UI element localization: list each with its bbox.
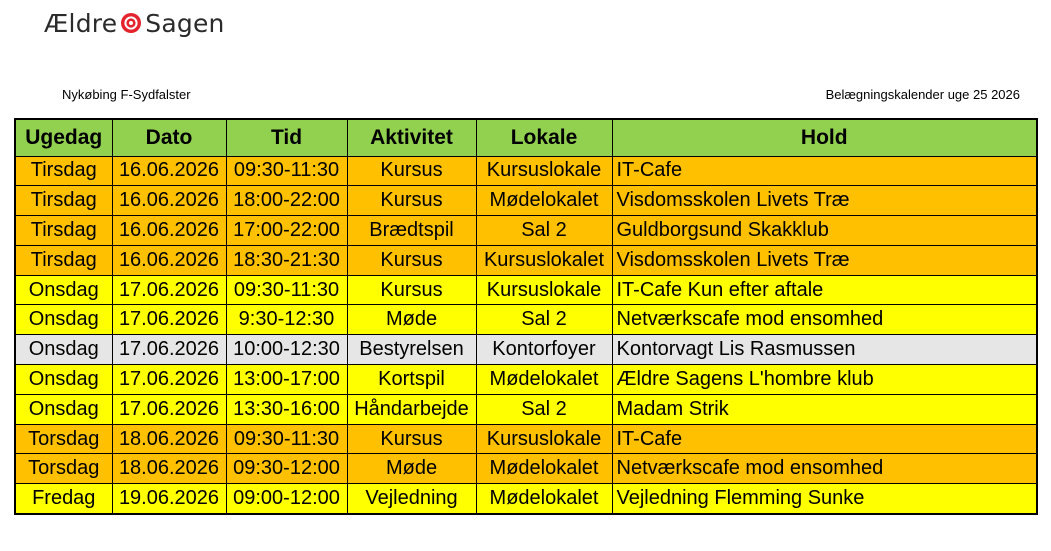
lokale-cell: Kursuslokale: [476, 275, 612, 305]
table-row: [15, 394, 1037, 424]
lokale-cell: Sal 2: [476, 394, 612, 424]
calendar-title: Belægningskalender uge 25 2026: [825, 87, 1020, 102]
col-header-hold: Hold: [612, 119, 1037, 156]
ugedag-cell: Onsdag: [15, 335, 112, 365]
tid-cell: 13:00-17:00: [226, 365, 347, 395]
tid-cell: 09:30-11:30: [226, 156, 347, 186]
lokale-cell: Sal 2: [476, 216, 612, 246]
logo-text-part1: Ældre: [44, 8, 118, 38]
dato-cell: 17.06.2026: [112, 394, 226, 424]
hold-cell: Vejledning Flemming Sunke: [612, 484, 1037, 514]
aktivitet-cell: Møde: [347, 305, 476, 335]
hold-cell: Ældre Sagens L'hombre klub: [612, 365, 1037, 395]
table-row: [15, 275, 1037, 305]
col-header-lokale: Lokale: [476, 119, 612, 156]
aktivitet-cell: Kursus: [347, 156, 476, 186]
tid-cell: 18:30-21:30: [226, 245, 347, 275]
hold-cell: Netværkscafe mod ensomhed: [612, 454, 1037, 484]
aktivitet-cell: Brædtspil: [347, 216, 476, 246]
table-row: [15, 216, 1037, 246]
table-row: [15, 424, 1037, 454]
tid-cell: 13:30-16:00: [226, 394, 347, 424]
tid-cell: 09:30-12:00: [226, 454, 347, 484]
hold-cell: Visdomsskolen Livets Træ: [612, 245, 1037, 275]
col-header-dato: Dato: [112, 119, 226, 156]
dato-cell: 18.06.2026: [112, 424, 226, 454]
hold-cell: Guldborgsund Skakklub: [612, 216, 1037, 246]
ugedag-cell: Tirsdag: [15, 245, 112, 275]
lokale-cell: Kontorfoyer: [476, 335, 612, 365]
tid-cell: 9:30-12:30: [226, 305, 347, 335]
aktivitet-cell: Kursus: [347, 275, 476, 305]
lokale-cell: Mødelokalet: [476, 454, 612, 484]
ugedag-cell: Fredag: [15, 484, 112, 514]
dato-cell: 19.06.2026: [112, 484, 226, 514]
hold-cell: Kontorvagt Lis Rasmussen: [612, 335, 1037, 365]
ugedag-cell: Torsdag: [15, 424, 112, 454]
hold-cell: Madam Strik: [612, 394, 1037, 424]
hold-cell: Netværkscafe mod ensomhed: [612, 305, 1037, 335]
tid-cell: 09:30-11:30: [226, 424, 347, 454]
col-header-tid: Tid: [226, 119, 347, 156]
dato-cell: 17.06.2026: [112, 335, 226, 365]
lokale-cell: Mødelokalet: [476, 365, 612, 395]
dato-cell: 18.06.2026: [112, 454, 226, 484]
dato-cell: 16.06.2026: [112, 245, 226, 275]
tid-cell: 09:30-11:30: [226, 275, 347, 305]
table-row: [15, 335, 1037, 365]
dato-cell: 17.06.2026: [112, 305, 226, 335]
table-row: [15, 365, 1037, 395]
table-row: [15, 156, 1037, 186]
dato-cell: 16.06.2026: [112, 216, 226, 246]
dato-cell: 17.06.2026: [112, 365, 226, 395]
table-row: [15, 454, 1037, 484]
tid-cell: 18:00-22:00: [226, 186, 347, 216]
aktivitet-cell: Møde: [347, 454, 476, 484]
logo-text-part2: Sagen: [145, 8, 225, 38]
aeldre-sagen-logo: [44, 6, 225, 40]
schedule-table: [14, 118, 1038, 515]
aktivitet-cell: Kortspil: [347, 365, 476, 395]
aktivitet-cell: Kursus: [347, 424, 476, 454]
dato-cell: 17.06.2026: [112, 275, 226, 305]
dato-cell: 16.06.2026: [112, 186, 226, 216]
aktivitet-cell: Vejledning: [347, 484, 476, 514]
tid-cell: 17:00-22:00: [226, 216, 347, 246]
lokale-cell: Mødelokalet: [476, 484, 612, 514]
logo-swirl-icon: [120, 12, 142, 34]
ugedag-cell: Tirsdag: [15, 156, 112, 186]
lokale-cell: Kursuslokale: [476, 156, 612, 186]
ugedag-cell: Torsdag: [15, 454, 112, 484]
dato-cell: 16.06.2026: [112, 156, 226, 186]
ugedag-cell: Onsdag: [15, 275, 112, 305]
aktivitet-cell: Bestyrelsen: [347, 335, 476, 365]
ugedag-cell: Tirsdag: [15, 216, 112, 246]
aktivitet-cell: Håndarbejde: [347, 394, 476, 424]
ugedag-cell: Onsdag: [15, 365, 112, 395]
hold-cell: Visdomsskolen Livets Træ: [612, 186, 1037, 216]
table-row: [15, 245, 1037, 275]
tid-cell: 10:00-12:30: [226, 335, 347, 365]
hold-cell: IT-Cafe: [612, 156, 1037, 186]
tid-cell: 09:00-12:00: [226, 484, 347, 514]
lokale-cell: Kursuslokale: [476, 424, 612, 454]
ugedag-cell: Onsdag: [15, 394, 112, 424]
lokale-cell: Mødelokalet: [476, 186, 612, 216]
ugedag-cell: Tirsdag: [15, 186, 112, 216]
lokale-cell: Kursuslokalet: [476, 245, 612, 275]
aktivitet-cell: Kursus: [347, 186, 476, 216]
lokale-cell: Sal 2: [476, 305, 612, 335]
col-header-aktivitet: Aktivitet: [347, 119, 476, 156]
location-label: Nykøbing F-Sydfalster: [62, 87, 191, 102]
table-header-row: [15, 119, 1037, 156]
table-row: [15, 484, 1037, 514]
hold-cell: IT-Cafe: [612, 424, 1037, 454]
col-header-ugedag: Ugedag: [15, 119, 112, 156]
ugedag-cell: Onsdag: [15, 305, 112, 335]
table-row: [15, 186, 1037, 216]
table-row: [15, 305, 1037, 335]
hold-cell: IT-Cafe Kun efter aftale: [612, 275, 1037, 305]
aktivitet-cell: Kursus: [347, 245, 476, 275]
